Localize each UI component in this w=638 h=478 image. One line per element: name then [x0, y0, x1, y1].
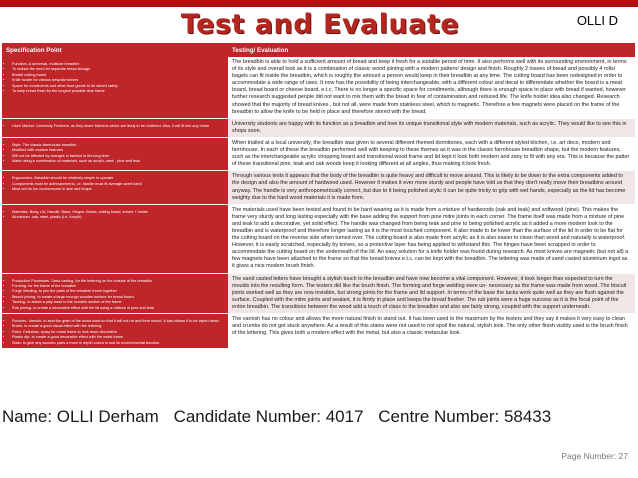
table-header-row	[2, 43, 635, 57]
specification-item: • Forming- for the frame of the breadbin	[12, 284, 224, 289]
specification-item: • Biscuit joining- to create a large enough wooden surface for bread board	[12, 295, 224, 300]
page-number: Page Number: 27	[561, 451, 628, 461]
specification-cell	[2, 57, 228, 118]
specification-item: • Ergonomics- Breadbin should be relatively simple to operate	[12, 176, 224, 181]
evaluation-cell: Through various tests it appears that the body of the breadbin is quite heavy and difficult to move around. This is likely to be down to the extra components added to the design and also the amount of hardwood used. However it makes it ever more sturdy and people have told us that they don't really move their breadbins around anyway. The handle is very anthropometrically correct, but due to it being polished arylic it can be quite tricky to grip with wet hands, especially as the lid has become weighty due to the hard wood materials it is made from.	[228, 171, 635, 204]
header-testing-evaluation: Testing/ Evaluation	[228, 43, 635, 57]
specification-item: • Tacking- to attach a play base to the wooden section of the frame	[12, 300, 224, 305]
evaluation-cell: When trialled at a local university, the breadbin was given to several different themed dormitories, each with a different styled kitchen, i.e. art deco, modern and farmhouse. In each of these the breadbin performed well with keeping to these themes as it was in the classic farmhouse breadbin shape, but the modern features, such as the interchangeable acrylic chopping board and transitional wood frame and lid kept it look both modern and zany to fit with any era. This is because the patter of these transitional pine, teak and oak woods keep it looking different at all angles, thus making it look fresh.	[228, 137, 635, 170]
specification-item: • Forge Welding- to join the parts of the breadbin frame together	[12, 289, 224, 294]
table-row	[2, 118, 635, 137]
specification-list	[6, 210, 224, 221]
specification-cell	[2, 118, 228, 137]
specification-item: • Bread/ cutting board	[12, 73, 224, 78]
footer-candidate-info	[2, 407, 561, 427]
specification-item: • Modified with modern features	[12, 148, 224, 153]
table-row	[2, 171, 635, 204]
specification-item: • Function- A universal, multiuse breadbin	[12, 62, 224, 67]
specification-item: • Materials- Body, Lid, Handle, Base, Hinges, Bread, cutting board, knives + holder	[12, 210, 224, 215]
specification-item: • Brush- to create a good visual effect with the lettering	[12, 324, 224, 329]
table-row	[2, 137, 635, 170]
specification-item: • Components must be anthropometric, i.e. handle must fit average sized hand	[12, 182, 224, 187]
specification-item: • Paint- Cellulose, spray for metal frame to look more decorative	[12, 330, 224, 335]
centre-number: Centre Number: 58433	[378, 407, 552, 426]
evaluation-cell: The sand casted letters have brought a stylish touch to the breadbin and have now become a vital component. However, it took longer than expected to turn the moulds into the resulting form. The testers did like the brush finish. The forming and forge welding were un- necessary as the frame was made from wood. The biscuit joints worked well as they are now invisible, but strong joints for the frame and lid support. In terms of the base the tacks work quite well as they are flush against the surface. Coupled with the mitre joints and sealant, it is firmly in place and keeps the bread fresher. The rub joints were a huge success as it is the focal point of the entire breadbin. The transitions between the wood add a touch of class to the breadbin and also are fairly strong, coupled with the support underneath.	[228, 273, 635, 313]
top-border	[0, 0, 638, 7]
candidate-name: Name: OLLI Derham	[2, 407, 159, 426]
candidate-number: Candidate Number: 4017	[173, 407, 364, 426]
specification-item: • Space for condiments and other food goods to be stored safely	[12, 84, 224, 89]
header-specification-point: Specification Point	[2, 43, 228, 57]
evaluation-cell: The varnish has no colour and allows the more natural finish to stand out. It has been used to the maximum by the testers and they say it makes it very easy to clean and crumbs do not get stuck anywhere. As a result of this stains were not used to not spoil the natural, stylish look. The only other finish visibly used is the brush finish of the lettering. This gives both a modern effect with the metal, but also a classic metacular look.	[228, 314, 635, 349]
specification-cell	[2, 314, 228, 349]
specification-item: • Stain- to give any wooden parts a more in depth colour to suit its environmental function	[12, 341, 224, 346]
specification-item: • Knife holder for various bespoke knives	[12, 78, 224, 83]
specification-item: • Plastic dip- to create a good decorative effect with the metal frame	[12, 335, 224, 340]
table-row	[2, 57, 635, 118]
specification-cell	[2, 273, 228, 313]
specification-list	[6, 62, 224, 94]
specification-list	[6, 279, 224, 311]
specification-item: • To reduce the need for separate bread storage	[12, 67, 224, 72]
specification-item: • Will not be affected by changes in fashion in the long term	[12, 154, 224, 159]
evaluation-cell: University students are happy with its function as a breadbin and love its unique transitional style with modern materials, such as acrylic. They would like to see this in shops soon.	[228, 118, 635, 137]
specification-item: • Style- The classic farmhouse breadbin	[12, 143, 224, 148]
specification-item: • Finishes- Varnish- to seal the grain of the wood used so that it will not rot and form mould. It also allows it to be wiped clean	[12, 319, 224, 324]
specification-item: • User/ Market- University Freshers, as they share kitchens which are likely to be cluttered. Also, it will fit into any home	[12, 124, 224, 129]
specification-item: • To keep bread fresh for the longest possible time frame	[12, 89, 224, 94]
specification-list	[6, 124, 224, 129]
specification-cell	[2, 204, 228, 273]
table-row	[2, 273, 635, 313]
page-title: Test and Evaluate	[180, 9, 460, 40]
author-tag: OLLI D	[576, 13, 618, 28]
specification-item: • Must not be too cumbersome in size and shape	[12, 187, 224, 192]
specification-item: • Production Processes- Sand casting- for the lettering on the outside of the breadbin	[12, 279, 224, 284]
evaluation-table	[2, 43, 635, 349]
evaluation-cell: The breadbin is able to hold a sufficient amount of bread and keep it fresh for a suitable period of time. It also performs well with its surrounding environment, in terms of its style and overall look as it is a combination of classic wood jointing with a modern pattern/ design and finish. Roughly 2 loaves of bread and possibly 4 rolls/ bagels can fit inside the breadbin, which is roughly the amount a person would keep in their breadbin at any time. The cutting board has been redesigned in order to accommodate a wide range of uses. It now has the possibility of being interchangeable, with a different colour and decal to differentiate whether the board is a meat board, bread board or cheese board, e.t.c. There is no longer a specific space for condiments, although there is enough space to place with bread if wanted, however further research suggested people did not want to mix them with the bread in fear of contamination and reduced life. The knife holder idea also changed. Research showed that the majority of bread knives , but not all, were made from stainless steel, which is magnetic. Therefore a few magnets were placed on the frame of the breadbin to allow the knife to be held in place and therefore stored with the bread.	[228, 57, 635, 118]
specification-list	[6, 319, 224, 346]
specification-item: • Made using a combination of materials, such as acrylic, steel , pine and teak	[12, 159, 224, 164]
specification-list	[6, 143, 224, 165]
specification-cell	[2, 137, 228, 170]
specification-item: • Aluminium, oak, steel, plastic (i.e. Acrylic)	[12, 215, 224, 220]
specification-cell	[2, 171, 228, 204]
specification-list	[6, 176, 224, 192]
table-row	[2, 314, 635, 349]
table-row	[2, 204, 635, 273]
specification-item: • Rub joining- to create a decorative effect with the lid using a mixture of pine and teak	[12, 306, 224, 311]
evaluation-cell: The materials used have been tested and found to be hard wearing as it is made from a mixture of hardwoods (oak and teak) and softwood (pine). This makes the frame very sturdy and long lasting especially with the base adding the support from pine mitre joints in each corner. The frame itself was made from a mixture of pine and teak to add a decorative, yet solid effect. The handle was changed from being teak and pine to being polished acrylic as it added a more modern look to the breadbin and is waterproof and therefore longer lasting as it is the most touched component. It also made to be lower than the surface of the lid in order to be flat for the cutting board on the reverse side when turned over. The cutting board is also made from acrylic as it is also easier to clean than wood and naturally is waterproof. However, it is easily scratched, especially by knives, so a protective layer has being applied to withstand this. The hinges have been scrapped in order to accommodate the cutting board on the underneath of the lid. An easy solution for a knife holder was found during research. As most knives are magnetic (but not all) a few magnets have been attached to the frame so that the bread knives e.t.c. can be kept with the breadbin. The lettering was made of sand casted aluminium ingot as it gives a nice modern brush finish.	[228, 204, 635, 273]
